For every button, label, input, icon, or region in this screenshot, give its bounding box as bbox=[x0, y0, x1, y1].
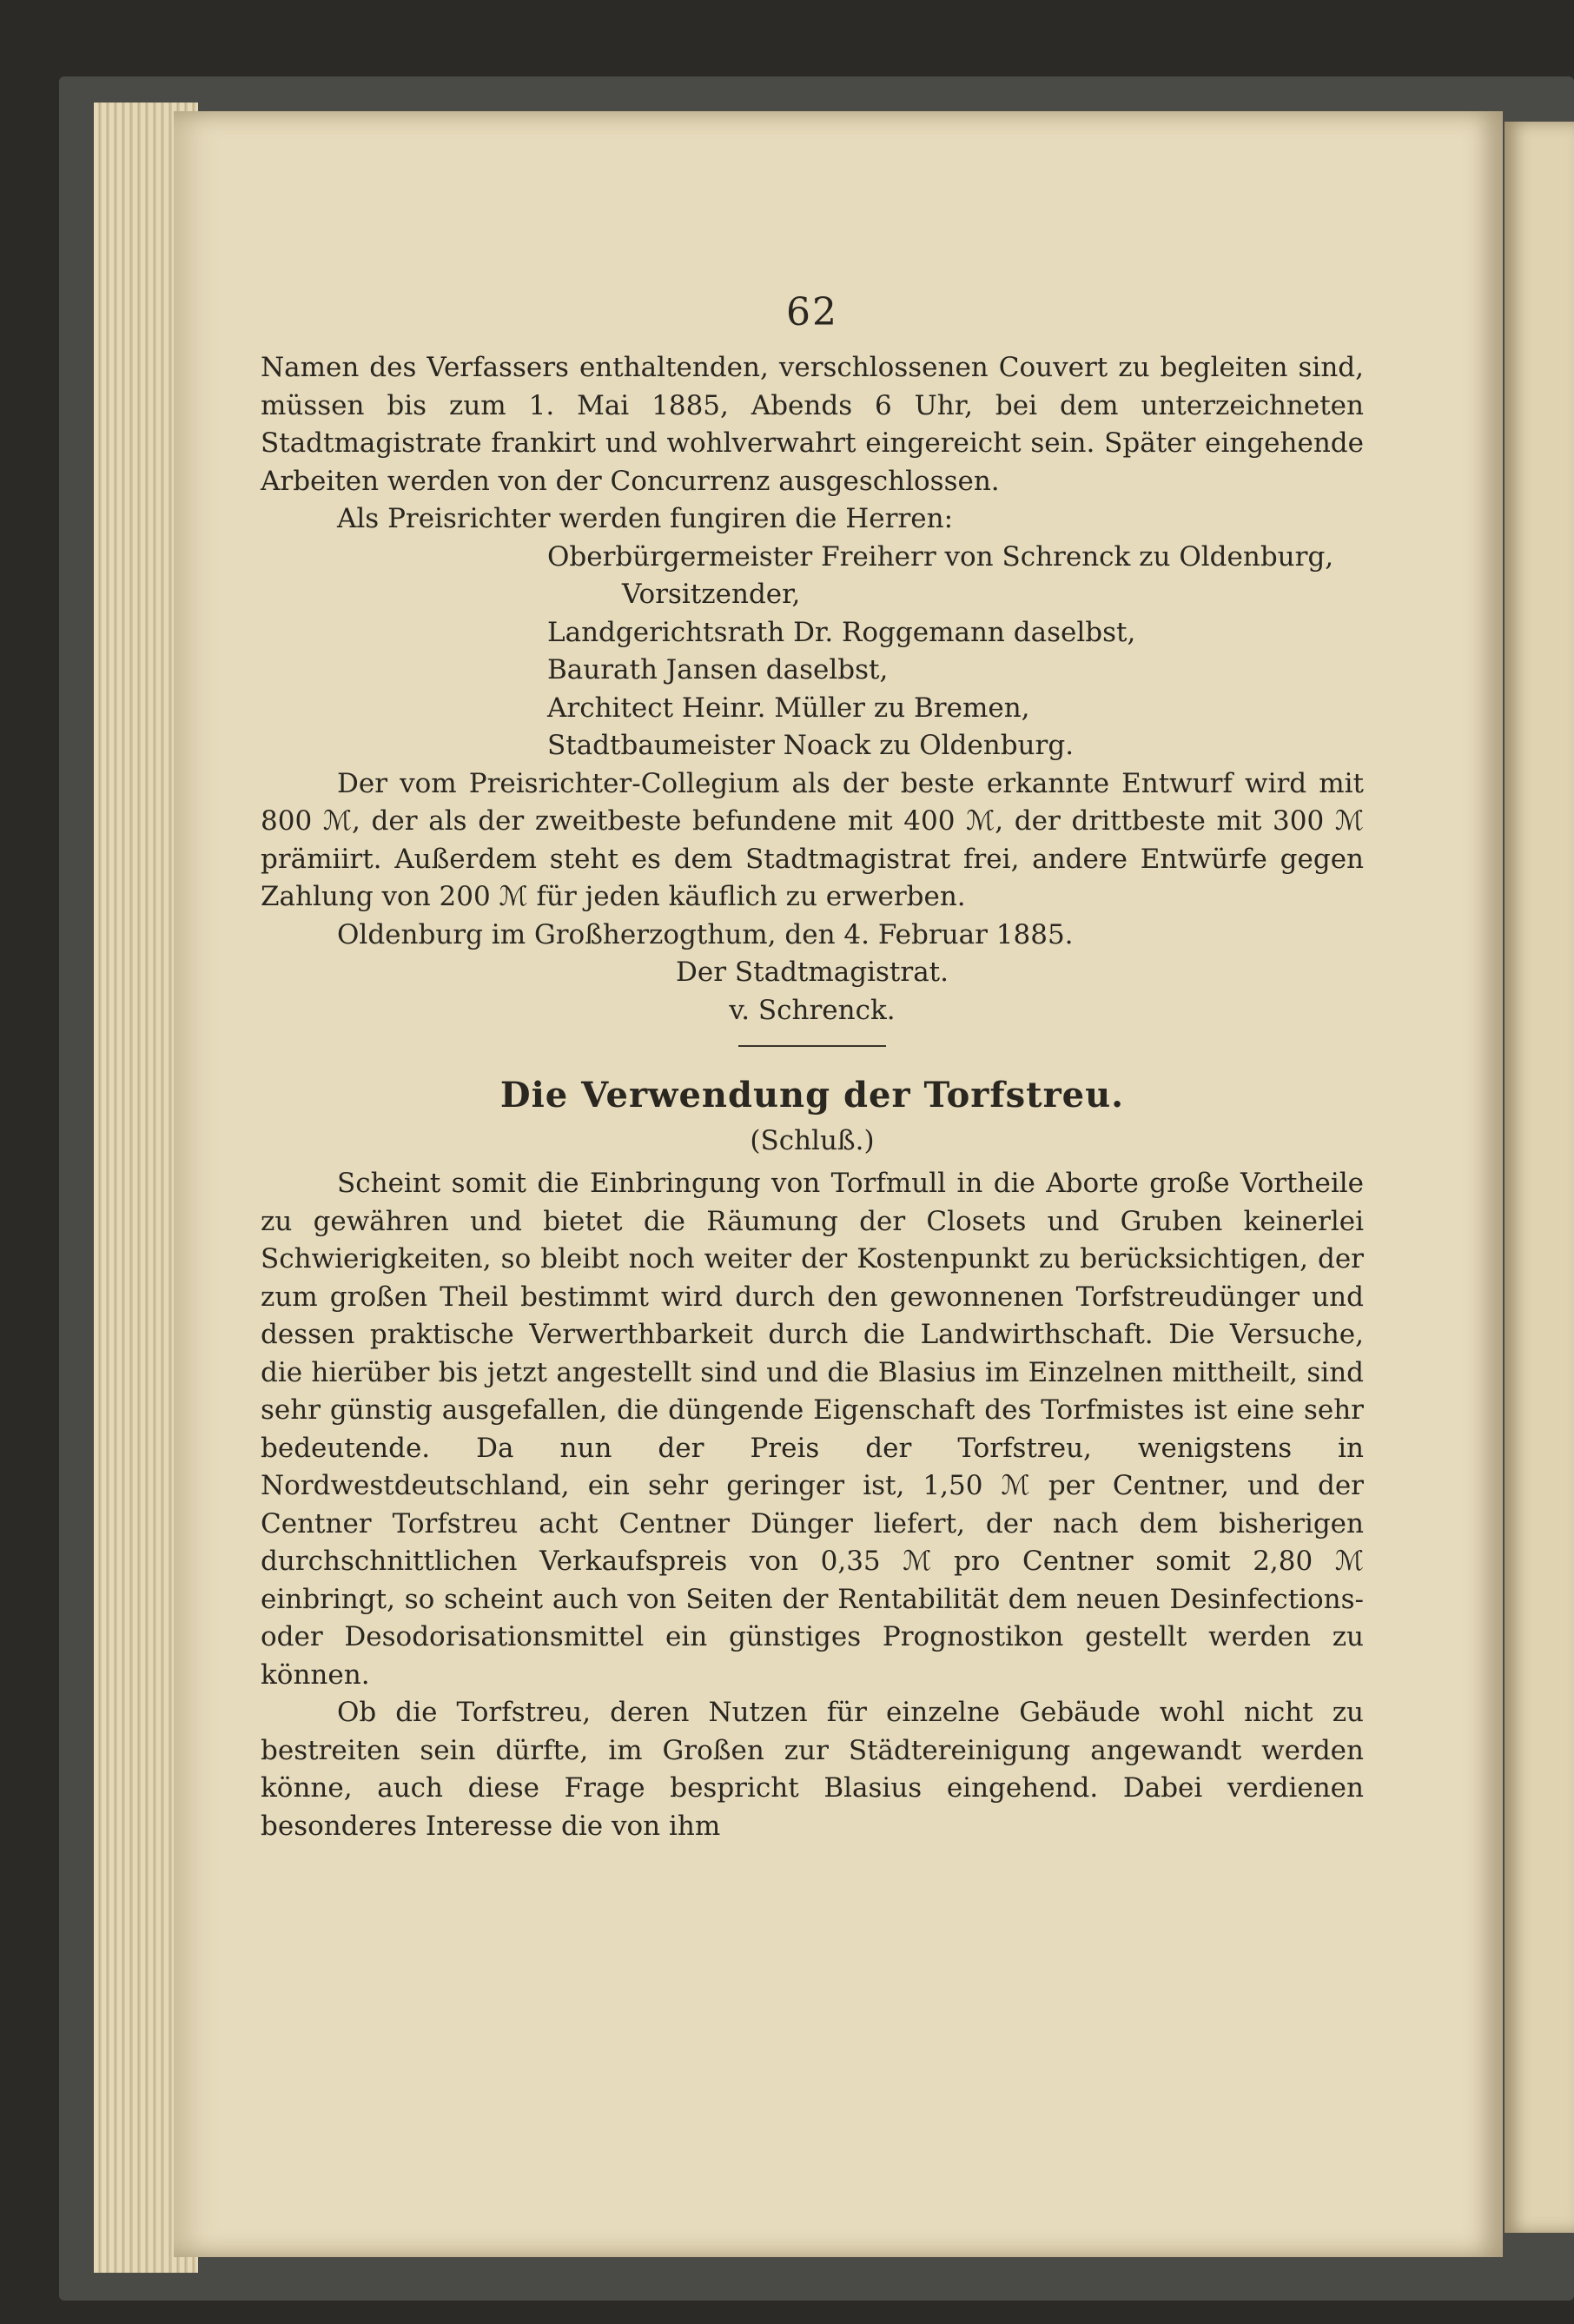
judge-line: Baurath Jansen daselbst, bbox=[547, 654, 889, 685]
prize-paragraph: Der vom Preisrichter-Collegium als der beste erkannte Entwurf wird mit 800 ℳ, der als der zweitbeste befundene mit 400 ℳ, der drittbeste mit 300 ℳ prämiirt. Außerdem steht es dem Stadtmagistrat frei, andere Entwürfe gegen Zahlung von 200 ℳ für jeden käuflich zu erwerben. bbox=[261, 767, 1364, 912]
judge-line: Vorsitzender, bbox=[622, 579, 801, 610]
judge-line: Oberbürgermeister Freiherr von Schrenck zu Oldenburg, bbox=[547, 540, 1334, 573]
section-divider bbox=[738, 1045, 886, 1047]
date-line: Oldenburg im Großherzogthum, den 4. Februar 1885. bbox=[337, 918, 1074, 950]
article-paragraph: Ob die Torfstreu, deren Nutzen für einzelne Gebäude wohl nicht zu bestreiten sein dürfte, im Großen zur Städtereinigung angewandt werden könne, auch diese Frage bespricht Blasius eingehend. Dabei verdienen besonderes Interesse die von ihm bbox=[261, 1697, 1364, 1842]
adjacent-page-edge bbox=[1505, 122, 1574, 2233]
signature-org: Der Stadtmagistrat. bbox=[676, 957, 949, 988]
page-content bbox=[261, 152, 1364, 1845]
judge-line: Stadtbaumeister Noack zu Oldenburg. bbox=[547, 730, 1075, 761]
article-subtitle: (Schluß.) bbox=[750, 1125, 875, 1156]
article-paragraph: Scheint somit die Einbringung von Torfmull in die Aborte große Vortheile zu gewähren und bietet die Räumung der Closets und Gruben keinerlei Schwierigkeiten, so bleibt noch weiter der Kostenpunkt zu berücksichtigen, der zum großen Theil bestimmt wird durch den gewonnenen Torfstreudünger und dessen praktische Verwerthbarkeit durch die Landwirthschaft. Die Versuche, die hierüber bis jetzt angestellt sind und die Blasius im Einzelnen mittheilt, sind sehr günstig ausgefallen, die düngende Eigenschaft des Torfmistes ist eine sehr bedeutende. Da nun der Preis der Torfstreu, wenigstens in Nordwestdeutschland, ein sehr geringer ist, 1,50 ℳ per Centner, und der Centner Torfstreu acht Centner Dünger liefert, der nach dem bisherigen durchschnittlichen Verkaufspreis von 0,35 ℳ pro Centner somit 2,80 ℳ einbringt, so scheint auch von Seiten der Rentabilität dem neuen Desinfections- oder Desodorisationsmittel ein günstiges Prognostikon gestellt werden zu können. bbox=[261, 1168, 1364, 1691]
article-title: Die Verwendung der Torfstreu. bbox=[499, 1075, 1125, 1116]
judge-line: Landgerichtsrath Dr. Roggemann daselbst, bbox=[547, 616, 1136, 648]
signature-name: v. Schrenck. bbox=[729, 994, 896, 1026]
judge-line: Architect Heinr. Müller zu Bremen, bbox=[547, 692, 1030, 724]
page-number: 62 bbox=[786, 290, 838, 334]
intro-paragraph: Namen des Verfassers enthaltenden, verschlossenen Couvert zu begleiten sind, müssen bis zum 1. Mai 1885, Abends 6 Uhr, bei dem unterzeichneten Stadtmagistrate frankirt und wohlverwahrt eingereicht sein. Später eingehende Arbeiten werden von der Concurrenz ausgeschlossen. bbox=[261, 352, 1364, 497]
judges-intro: Als Preisrichter werden fungiren die Herren: bbox=[337, 503, 954, 534]
judges-list bbox=[547, 539, 1364, 765]
